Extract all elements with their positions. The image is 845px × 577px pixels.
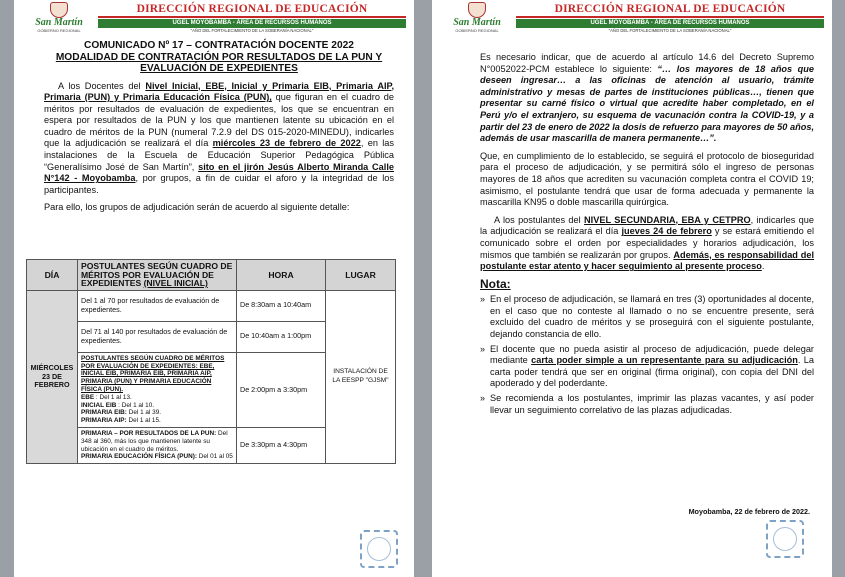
header-title: DIRECCIÓN REGIONAL DE EDUCACIÓN	[516, 3, 824, 18]
col-header-hora: HORA	[237, 260, 326, 291]
decree-paragraph: Es necesario indicar, que de acuerdo al artículo 14.6 del Decreto Supremo N°0052022-PCM establece lo siguiente: “… los mayores de 18 años que deseen ingresar… a las oficinas de atención al usuario, trámite administrativo y mesas de partes de instituciones públicas…, tienen que presentar su carné físico o virtual que acredite haber completado, en el Perú y/o el extranjero, su esquema de vacunación contra la COVID-19, y a partir del 23 de enero de 2022 la dosis de refuerzo para mayores de 50 años, además de usar mascarilla de manera permanente…”.	[480, 52, 814, 144]
group-2-desc: Del 71 al 140 por resultados de evaluación de expedientes.	[78, 321, 237, 352]
notes-list	[480, 294, 814, 416]
adjudication-date: miércoles 23 de febrero de 2022	[212, 138, 361, 149]
list-item: » Se recomienda a los postulantes, imprimir las plazas vacantes, y así poder llevar un seguimiento correlativo de las plazas adjudicadas.	[490, 393, 814, 416]
group-1-time: De 8:30am a 10:40am	[237, 290, 326, 321]
logo-name: San Martín	[35, 17, 83, 28]
official-stamp-icon	[766, 520, 804, 558]
schedule-table	[26, 259, 396, 464]
page2-body	[480, 52, 814, 419]
group-3-item: INICIAL EIB : Del 1 al 10.	[81, 401, 155, 409]
col-header-postulantes: POSTULANTES SEGÚN CUADRO DE MÉRITOS POR EVALUACIÓN DE EXPEDIENTES (NIVEL INICIAL)	[78, 260, 237, 291]
list-item: » El docente que no pueda asistir al proceso de adjudicación, puede delegar mediante carta poder simple a un representante para su adjudicación. La carta poder tendrá que ser en original (firma original), con copia del DNI del apoderado y del poderdante.	[490, 344, 814, 390]
header-subtitle: UGEL MOYOBAMBA - ÁREA DE RECURSOS HUMANOS	[516, 19, 824, 28]
document-page-2	[432, 0, 832, 577]
logo-subtitle: GOBIERNO REGIONAL	[37, 28, 81, 33]
group-4-desc: PRIMARIA – POR RESULTADOS DE LA PUN: Del 348 al 360, más los que mantienen latente su ubicación en el cuadro de méritos. PRIMARIA EDUCACIÓN FÍSICA (PUN): Del 01 al 05	[78, 427, 237, 463]
list-item: » En el proceso de adjudicación, se llamará en tres (3) oportunidades al docente, en el caso que no conteste al llamado o no se encuentre presente, será excluido del cuadro de méritos y se proseguirá con el siguiente postulante, dejando constancia de ello.	[490, 294, 814, 340]
groups-paragraph: Para ello, los grupos de adjudicación serán de acuerdo al siguiente detalle:	[44, 202, 350, 213]
header-subtitle: UGEL MOYOBAMBA - ÁREA DE RECURSOS HUMANOS	[98, 19, 406, 28]
group-3-item: PRIMARIA EIB: Del 1 al 39.	[81, 409, 162, 417]
day-cell: MIÉRCOLES 23 DE FEBRERO	[27, 290, 78, 463]
header-title: DIRECCIÓN REGIONAL DE EDUCACIÓN	[98, 3, 406, 18]
nota-heading: Nota:	[480, 276, 511, 291]
intro-paragraph: A los Docentes del Nivel Inicial, EBE, Inicial y Primaria EIB, Primaria AIP, Primaria (PUN) y Primaria Educación Física (PUN), que figuran en el cuadro de méritos por resultados de evaluación de expedientes, los que se encuentran en espera por resultados de la PUN y los que mantienen latente su ubicación en el cuadro de méritos de la PUN (numeral 7.2.9 del DS 015-2020-MINEDU), indicarles que la adjudicación se realizará el día miércoles 23 de febrero de 2022, en las instalaciones de la Escuela de Educación Superior Pedagógica Pública “Generalísimo José de San Martín”, sito en el jirón Jesús Alberto Miranda Calle N°142 - Moyobamba, por grupos, a fin de cuidar el aforo y la integridad de los participantes.	[44, 80, 395, 195]
title-line-1: COMUNICADO Nº 17 – CONTRATACIÓN DOCENTE 2022	[84, 40, 354, 51]
secondary-paragraph: A los postulantes del NIVEL SECUNDARIA, EBA y CETPRO, indicarles que la adjudicación se realizará el día jueves 24 de febrero y se estará emitiendo el comunicado sobre el orden por especialidades y horarios adjudicación, los mismos que también se realizarán por grupos. Además, es responsabilidad del postulante estar atento y hacer seguimiento al presente proceso.	[480, 214, 815, 272]
logo-subtitle: GOBIERNO REGIONAL	[455, 28, 499, 33]
page1-body	[44, 40, 394, 220]
table-row	[27, 290, 396, 321]
biosafety-paragraph: Que, en cumplimiento de lo establecido, se seguirá el protocolo de bioseguridad para el proceso de adjudicación, y se permitirá sólo el ingreso de personas mayores de 18 años que acrediten su vacunación completa contra el COVID 19; asimismo, el postulante tendrá que usar de forma adecuada y permanente la mascarilla KN95 o doble mascarilla quirúrgica.	[480, 150, 814, 208]
group-3-time: De 2:00pm a 3:30pm	[237, 352, 326, 427]
document-page-1	[14, 0, 414, 577]
adjudication-place: sito en el jirón Jesús Alberto Miranda Calle N°142 - Moyobamba	[44, 161, 394, 184]
official-stamp-icon	[360, 530, 398, 568]
group-3-heading: POSTULANTES SEGÚN CUADRO DE MÉRITOS POR EVALUACIÓN DE EXPEDIENTES: EBE, INICIAL EIB, PRIMARIA EIB, PRIMARIA AIP, PRIMARIA (PUN) Y PRIMARIA EDUCACIÓN FÍSICA (PUN).	[81, 354, 225, 393]
group-1-desc: Del 1 al 70 por resultados de evaluación de expedientes.	[78, 290, 237, 321]
communique-title	[44, 40, 394, 75]
col-header-lugar: LUGAR	[326, 260, 396, 291]
place-cell: INSTALACIÓN DE LA EESPP "GJSM"	[326, 290, 396, 463]
page-header	[14, 0, 414, 38]
levels-text: Nivel Inicial, EBE, Inicial y Primaria EIB, Primaria AIP, Primaria (PUN) y Primaria Educación Física (PUN),	[44, 80, 394, 103]
group-4-time: De 3:30pm a 4:30pm	[237, 427, 326, 463]
table-header-row	[27, 260, 396, 291]
title-line-2: MODALIDAD DE CONTRATACIÓN POR RESULTADOS DE LA PUN Y EVALUACIÓN DE EXPEDIENTES	[55, 51, 383, 74]
san-martin-logo	[446, 2, 508, 36]
logo-name: San Martín	[453, 17, 501, 28]
header-motto: "AÑO DEL FORTALECIMIENTO DE LA SOBERANÍA NACIONAL"	[608, 28, 732, 33]
header-motto: "AÑO DEL FORTALECIMIENTO DE LA SOBERANÍA NACIONAL"	[190, 28, 314, 33]
signature-date: Moyobamba, 22 de febrero de 2022.	[688, 507, 810, 516]
group-3-desc	[78, 352, 237, 427]
group-3-item: EBE : Del 1 al 13.	[81, 393, 132, 401]
coat-of-arms-icon	[50, 2, 68, 18]
san-martin-logo	[28, 2, 90, 36]
page-header	[432, 0, 832, 38]
coat-of-arms-icon	[468, 2, 486, 18]
decree-quote: “… los mayores de 18 años que deseen ingresar… a las oficinas de atención al usuario, trámite administrativo y mesas de partes de instituciones públicas…, tienen que presentar su carné físico o virtual que acredite haber completado, en el Perú y/o el extranjero, su esquema de vacunación contra la COVID-19, y a partir del 23 de enero de 2022 la dosis de refuerzo para mayores de 50 años, además de usar mascarilla de manera permanente…”.	[480, 63, 814, 144]
group-3-item: PRIMARIA AIP: Del 1 al 15.	[81, 417, 161, 425]
col-header-dia: DÍA	[27, 260, 78, 291]
group-2-time: De 10:40am a 1:00pm	[237, 321, 326, 352]
